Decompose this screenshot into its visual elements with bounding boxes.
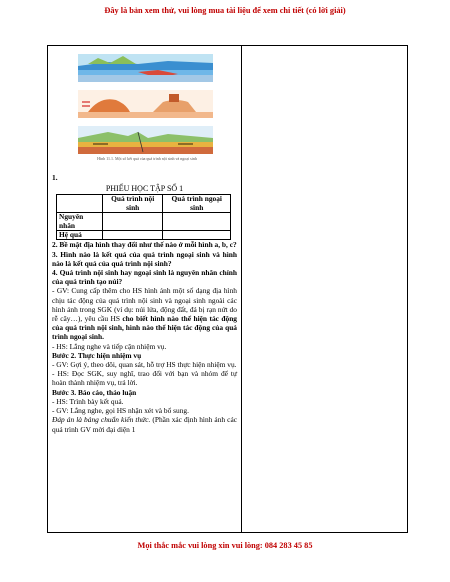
figure-caption: Hình 11.1. Một số kết quả của quá trình nội sinh và ngoại sinh: [97, 156, 197, 161]
worksheet-number: 1.: [52, 173, 58, 182]
table-cell: [102, 231, 162, 240]
teacher-support: - GV: Gợi ý, theo dõi, quan sát, hỗ trợ HS thực hiện nhiệm vụ.: [52, 360, 237, 370]
column-divider: [241, 46, 242, 532]
answer-key: Đáp án là bảng chuẩn kiến thức.: [52, 415, 151, 425]
worksheet-title: PHIẾU HỌC TẬP SỐ 1: [105, 184, 184, 194]
question-4: 4. Quá trình nội sinh hay ngoại sinh là nguyên nhân chính của quá trình tạo núi?: [52, 268, 237, 287]
panel-c: [78, 126, 213, 154]
table-cell: [102, 213, 162, 231]
table-header-row: [57, 195, 231, 213]
step-3-heading: Bước 3. Báo cáo, thảo luận: [52, 387, 137, 397]
table-cell: [163, 231, 231, 240]
answer-note: [52, 415, 237, 433]
lesson-content: [52, 173, 237, 434]
landform-figure: [68, 52, 223, 162]
step-2-heading: Bước 2. Thực hiện nhiệm vụ: [52, 350, 142, 360]
teacher-task: [52, 286, 237, 341]
table-header: Quá trình nội sinh: [102, 195, 162, 213]
table-row: [57, 231, 231, 240]
question-3: 3. Hình nào là kết quả của quá trình ngoại sinh và hình nào là kết quả của quá trình nội sinh?: [52, 249, 237, 268]
panel-b: [78, 90, 213, 118]
preview-banner: Đây là bản xem thử, vui lòng mua tài liệu để xem chi tiết (có lời giải): [104, 6, 346, 15]
answer-detail: (Phần xác định hình ảnh các quá trình GV mời đại diện 1: [52, 415, 238, 434]
student-task: - HS: Lắng nghe và tiếp cận nhiệm vụ.: [52, 341, 167, 351]
table-cell: [57, 195, 103, 213]
panel-a: [78, 54, 213, 82]
lesson-table: [47, 45, 408, 533]
teacher-task-text: - GV: Cung cấp thêm cho HS hình ảnh một số dạng địa hình chịu tác động của quá trình nội sinh và ngoại sinh ngoài các hình ảnh trong SGK (ví dụ: núi lửa, động đất, đá bị rạn nứt do rễ cây…), yêu cầu HS: [52, 286, 237, 324]
table-header: Quá trình ngoại sinh: [163, 195, 231, 213]
table-cell: Nguyên nhân: [57, 213, 103, 231]
table-cell: [163, 213, 231, 231]
teacher-feedback: - GV: Lắng nghe, gọi HS nhận xét và bổ sung.: [52, 406, 189, 416]
contact-footer: Mọi thắc mắc vui lòng xin vui lòng: 084 283 45 85: [137, 541, 313, 550]
table-row: [57, 213, 231, 231]
question-2: 2. Bề mặt địa hình thay đổi như thế nào ở mỗi hình a, b, c?: [52, 240, 237, 250]
student-work: - HS: Đọc SGK, suy nghĩ, trao đổi với bạn và nhóm để tự hoàn thành nhiệm vụ, trả lời.: [52, 369, 237, 388]
student-report: - HS: Trình bày kết quả.: [52, 396, 124, 406]
teacher-task-emphasis: cho biết hình nào thể hiện tác động của quá trình nội sinh, hình nào thể hiện tác động của quá trình ngoại sinh.: [52, 314, 237, 342]
table-cell: Hệ quả: [57, 231, 103, 240]
worksheet-table: [56, 194, 231, 240]
